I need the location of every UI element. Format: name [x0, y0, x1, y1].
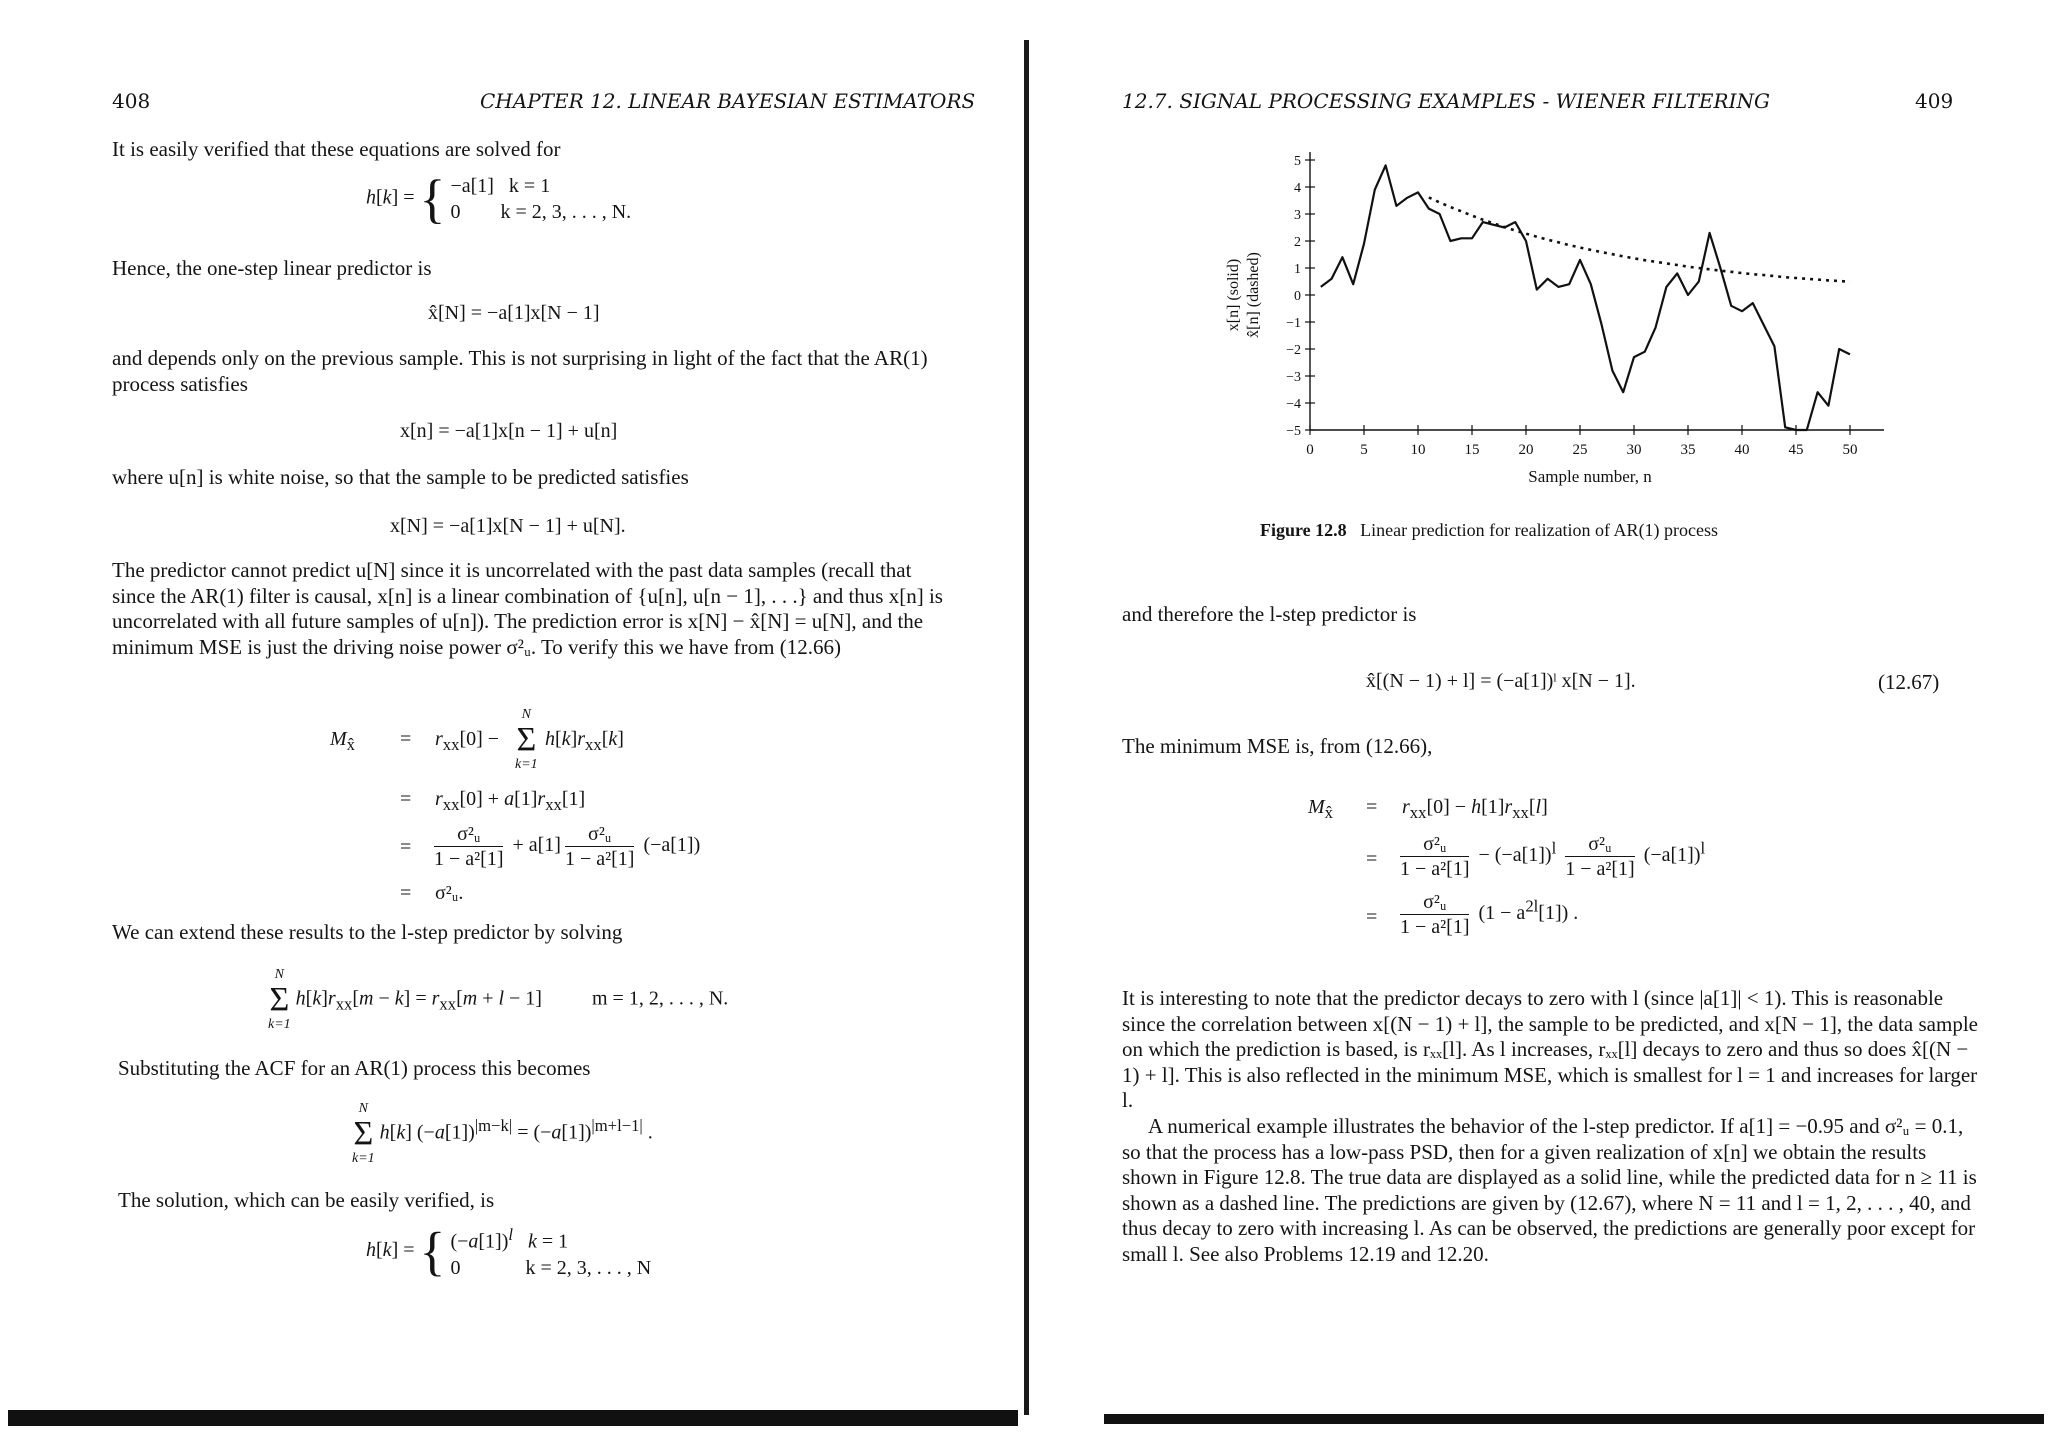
scan-edge-bar-right: [1104, 1414, 2044, 1424]
equation-ar1: x[n] = −a[1]x[n − 1] + u[n]: [400, 420, 618, 442]
paragraph-5: The predictor cannot predict u[N] since it is uncorrelated with the past data samples (recall that since the AR(1) filter is causal, x[n] is a linear combination of {u[n], u[n − 1], . . .} and thus x[n] is uncorrelated with all future samples of u[n]). The prediction error is x[N] − x̂[N] = u[N], and the minimum MSE is just the driving noise power σ²ᵤ. To verify this we have from (12.66): [112, 558, 943, 659]
right-paragraph-3: It is interesting to note that the predictor decays to zero with l (since |a[1]| < 1). This is reasonable since the correlation between x[(N − 1) + l], the sample to be predicted, and x[N − 1], the data sample on which the prediction is based, is rₓₓ[l]. As l increases, rₓₓ[l] decays to zero and thus so does x̂[(N − 1) + l]. This is also reflected in the minimum MSE, which is smallest for l = 1 and increases for larger l.: [1122, 986, 1978, 1113]
x-tick-label: 0: [1306, 442, 1314, 458]
x-tick-label: 40: [1734, 442, 1750, 458]
equation-acf-sum: N Σ k=1 h[k] $(-a[1])^{|m-k|} = (-a[1])^{|m+l-1|}$ .: [352, 1101, 653, 1166]
paragraph-4: where u[n] is white noise, so that the sample to be predicted satisfies: [112, 465, 689, 489]
x-tick-label: 45: [1788, 442, 1804, 458]
y-tick-label: 1: [1294, 262, 1301, 277]
y-axis-label-solid: x[n] (solid): [1225, 258, 1242, 332]
series-line-true: [1321, 165, 1850, 430]
y-tick-label: 5: [1294, 154, 1301, 169]
page-number-left: 408: [112, 89, 151, 113]
case-2-condition-b: k = 2, 3, . . . , N: [525, 1256, 652, 1279]
equation-lstep-normal: N Σ k=1 $h[k]r_{xx}[m - k] = r_{xx}[m + l - 1]$ m = 1, 2, . . . , N.: [268, 967, 729, 1032]
right-paragraph-4: A numerical example illustrates the behavior of the l-step predictor. If a[1] = −0.95 and σ²ᵤ = 0.1, so that the process has a low-pass PSD, then for a given realization of x[n] we obtain the results shown in Figure 12.8. The true data are displayed as a solid line, while the predicted data for n ≥ 11 is shown as a dashed line. The predictions are given by (12.67), where N = 11 and l = 1, 2, . . . , 40, and thus decay to zero with increasing l. As can be observed, the predictions are generally poor except for small l. See also Problems 12.19 and 12.20.: [1122, 1114, 1977, 1266]
figure-caption-text: Linear prediction for realization of AR(1) process: [1360, 520, 1719, 540]
y-tick-label: 0: [1294, 289, 1301, 304]
right-page: 12.7. SIGNAL PROCESSING EXAMPLES - WIENER FILTERING 409 5 4 3 2 1 0 −1 −2 −3 −4 −5 0 5 10 15 20 25 30 35 40 45 50 Sample number, n x[n] (solid) x̂[n] (dashed) Figure 12.8 Linear prediction for realization of AR(1) process and therefore the l-step predictor is x̂[(N − 1) + l] = (−a[1])ˡ x[N − 1]. (12.67) The minimum MSE is, from (12.66), $M_{x̂}$ = $r_{xx}[0] - h[1]r_{xx}[l]$ = $\frac{\text{σ²ᵤ}}{\text{1 − a²[1]}}$ − $(-a[1])^l$ $\frac{\text{σ²ᵤ}}{\text{1 − a²[1]}}$ $(-a[1])^l$ = $\frac{\text{σ²ᵤ}}{\text{1 − a²[1]}}$ $(1 - a^{2l}[1])$ . It is interesting to note that the predictor decays to zero with l (since |a[1]| < 1). This is reasonable since the correlation between x[(N − 1) + l], the sample to be predicted, and x[N − 1], the data sample on which the prediction is based, is rₓₓ[l]. As l increases, rₓₓ[l] decays to zero and thus so does x̂[(N − 1) + l]. This is also reflected in the minimum MSE, which is smallest for l = 1 and increases for larger l. A numerical example illustrates the behavior of the l-step predictor. If a[1] = −0.95 and σ²ᵤ = 0.1, so that the process has a low-pass PSD, then for a given realization of x[n] we obtain the results shown in Figure 12.8. The true data are displayed as a solid line, while the predicted data for n ≥ 11 is shown as a dashed line. The predictions are given by (12.67), where N = 11 and l = 1, 2, . . . , 40, and thus decay to zero with increasing l. As can be observed, the predictions are generally poor except for small l. See also Problems 12.19 and 12.20.: [1030, 0, 2048, 1446]
x-tick-label: 35: [1680, 442, 1696, 458]
right-paragraph-1: and therefore the l-step predictor is: [1122, 602, 1417, 626]
paragraph-6: We can extend these results to the l-step predictor by solving: [112, 920, 623, 944]
paragraph-1: It is easily verified that these equations are solved for: [112, 137, 561, 161]
y-tick-label: −5: [1286, 424, 1301, 439]
running-head-left: CHAPTER 12. LINEAR BAYESIAN ESTIMATORS: [480, 89, 976, 113]
x-tick-label: 10: [1410, 442, 1426, 458]
scan-edge-bar-left: [8, 1410, 1018, 1426]
y-tick-label: 4: [1294, 181, 1301, 196]
right-paragraph-2: The minimum MSE is, from (12.66),: [1122, 734, 1433, 758]
x-tick-label: 25: [1572, 442, 1588, 458]
equation-lstep-range: m = 1, 2, . . . , N.: [591, 987, 729, 1010]
paragraph-7: Substituting the ACF for an AR(1) process this becomes: [118, 1056, 591, 1080]
y-tick-label: 2: [1294, 235, 1301, 250]
y-tick-label: −3: [1286, 370, 1301, 385]
x-tick-label: 20: [1518, 442, 1534, 458]
case-1-condition: k = 1: [508, 175, 551, 197]
x-tick-label: 30: [1626, 442, 1642, 458]
equation-xN: x[N] = −a[1]x[N − 1] + u[N].: [390, 515, 626, 537]
figure-12-8-chart: [1170, 140, 1960, 510]
series-line-predicted: [1429, 198, 1850, 282]
case-1-value: −a[1]: [450, 175, 494, 197]
y-tick-label: −4: [1286, 397, 1301, 412]
case-2-condition: k = 2, 3, . . . , N.: [500, 201, 632, 223]
equation-hk-cases-1: h[k] = { −a[1] k = 1 0 k = 2, 3, . . . , N.: [366, 169, 632, 229]
equation-lstep-predictor: x̂[(N − 1) + l] = (−a[1])ˡ x[N − 1].: [1366, 670, 1636, 692]
left-page: 408 CHAPTER 12. LINEAR BAYESIAN ESTIMATORS It is easily verified that these equations are solved for h[k] = { −a[1] k = 1 0 k = 2, 3, . . . , N. Hence, the one-step linear predictor is x̂[N] = −a[1]x[N − 1] and depends only on the previous sample. This is not surprising in light of the fact that the AR(1) process satisfies x[n] = −a[1]x[n − 1] + u[n] where u[n] is white noise, so that the sample to be predicted satisfies x[N] = −a[1]x[N − 1] + u[N]. The predictor cannot predict u[N] since it is uncorrelated with the past data samples (recall that since the AR(1) filter is causal, x[n] is a linear combination of {u[n], u[n − 1], . . .} and thus x[n] is uncorrelated with all future samples of u[n]). The prediction error is x[N] − x̂[N] = u[N], and the minimum MSE is just the driving noise power σ²ᵤ. To verify this we have from (12.66) $M_{x̂}$ = $r_{xx}[0]$ − N Σ k=1 $h[k]r_{xx}[k]$ = $r_{xx}[0] + a[1]r_{xx}[1]$ = $\frac{\text{σ²ᵤ}}{\text{1 − a²[1]}}$ + a[1] $\frac{\text{σ²ᵤ}}{\text{1 − a²[1]}}$ (−a[1]) = σ²ᵤ. We can extend these results to the l-step predictor by solving N Σ k=1 $h[k]r_{xx}[m - k] = r_{xx}[m + l - 1]$ m = 1, 2, . . . , N. Substituting the ACF for an AR(1) process this becomes N Σ k=1 h[k] $(-a[1])^{|m-k|} = (-a[1])^{|m+l-1|}$ . The solution, which can be easily verified, is h[k] = { $(-a[1])^l$ k = 1 0 k = 2, 3, . . . , N: [0, 0, 1025, 1446]
x-tick-label: 5: [1360, 442, 1368, 458]
paragraph-8: The solution, which can be easily verified, is: [118, 1188, 495, 1212]
x-tick-label: 15: [1464, 442, 1480, 458]
case-2-value: 0: [450, 201, 461, 223]
book-gutter: [1024, 40, 1029, 1415]
paragraph-3: and depends only on the previous sample. This is not surprising in light of the fact that the AR(1) process satisfies: [112, 346, 928, 396]
equation-number: (12.67): [1878, 670, 1940, 694]
y-tick-label: −1: [1286, 316, 1301, 331]
figure-caption-label: Figure 12.8: [1260, 520, 1347, 540]
y-axis-label-dashed: x̂[n] (dashed): [1245, 252, 1262, 338]
equation-hk-cases-2: h[k] = { $(-a[1])^l$ k = 1 0 k = 2, 3, . . . , N: [366, 1221, 652, 1282]
x-tick-label: 50: [1842, 442, 1858, 458]
page-number-right: 409: [1915, 89, 1954, 113]
y-tick-label: 3: [1294, 208, 1301, 223]
paragraph-2: Hence, the one-step linear predictor is: [112, 256, 432, 280]
y-tick-label: −2: [1286, 343, 1301, 358]
x-axis-label: Sample number, n: [1528, 467, 1652, 486]
equation-one-step-predictor: x̂[N] = −a[1]x[N − 1]: [428, 302, 600, 324]
running-head-right: 12.7. SIGNAL PROCESSING EXAMPLES - WIENER FILTERING: [1122, 89, 1770, 113]
figure-caption: [1260, 520, 1718, 541]
